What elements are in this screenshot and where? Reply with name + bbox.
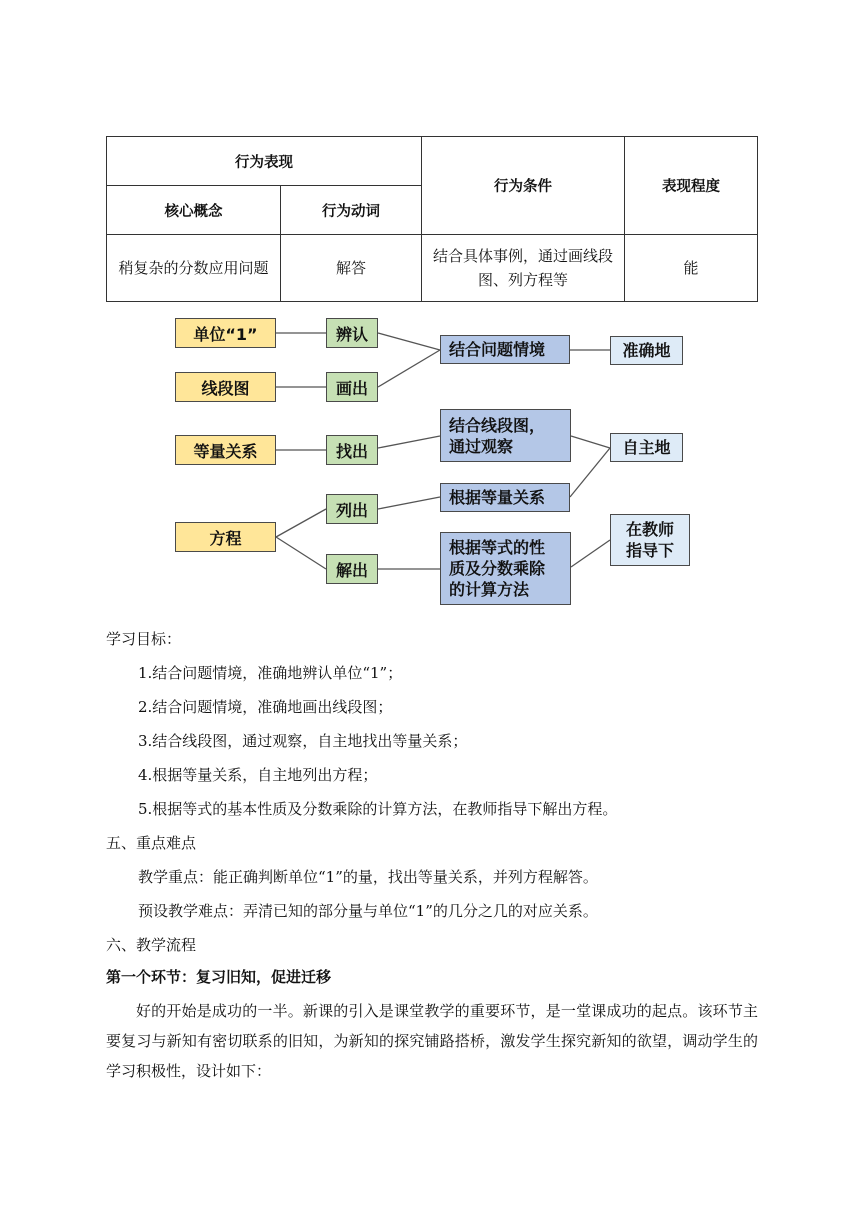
header-condition: 行为条件 <box>422 137 625 235</box>
concept-equal-relation: 等量关系 <box>175 435 276 465</box>
section-heading: 六、教学流程 <box>106 936 197 954</box>
connector-line <box>378 350 440 387</box>
condition-equation-properties: 根据等式的性 质及分数乘除 的计算方法 <box>440 532 571 605</box>
header-verb: 行为动词 <box>281 186 422 235</box>
header-degree: 表现程度 <box>625 137 758 235</box>
connector-line <box>378 436 440 448</box>
condition-line-observe: 结合线段图， 通过观察 <box>440 409 571 462</box>
condition-equal-relation: 根据等量关系 <box>440 483 570 512</box>
verb-solve: 解出 <box>326 554 378 584</box>
cell-degree: 能 <box>625 235 758 302</box>
cell-core: 稍复杂的分数应用问题 <box>107 235 281 302</box>
goal-item: 3.结合线段图，通过观察，自主地找出等量关系； <box>138 732 468 750</box>
connector-line <box>571 540 610 567</box>
section-heading: 五、重点难点 <box>106 834 197 852</box>
goal-item: 4.根据等量关系，自主地列出方程； <box>138 766 378 784</box>
connector-line <box>378 333 440 350</box>
degree-accurately: 准确地 <box>610 336 683 365</box>
goal-item: 2.结合问题情境，准确地画出线段图； <box>138 698 393 716</box>
verb-find: 找出 <box>326 435 378 465</box>
concept-line-segment: 线段图 <box>175 372 276 402</box>
cell-condition: 结合具体事例，通过画线段图、列方程等 <box>422 235 625 302</box>
goal-item: 5.根据等式的基本性质及分数乘除的计算方法，在教师指导下解出方程。 <box>138 800 618 818</box>
objective-table <box>106 136 758 302</box>
header-behavior: 行为表现 <box>107 137 422 186</box>
degree-with-teacher: 在教师 指导下 <box>610 514 690 566</box>
stage-title: 第一个环节：复习旧知，促进迁移 <box>106 968 332 986</box>
stage-paragraph: 好的开始是成功的一半。新课的引入是课堂教学的重要环节，是一堂课成功的起点。该环节主要复习与新知有密切联系的旧知，为新知的探究铺路搭桥，激发学生探究新知的欲望，调动学生的学习积极性，设计如下： <box>106 1002 758 1080</box>
verb-list: 列出 <box>326 494 378 524</box>
verb-draw: 画出 <box>326 372 378 402</box>
teaching-key-point: 教学重点：能正确判断单位“1”的量，找出等量关系，并列方程解答。 <box>138 868 598 886</box>
concept-equation: 方程 <box>175 522 276 552</box>
cell-verb: 解答 <box>281 235 422 302</box>
teaching-difficulty: 预设教学难点：弄清已知的部分量与单位“1”的几分之几的对应关系。 <box>138 902 598 920</box>
header-core-concept: 核心概念 <box>107 186 281 235</box>
connector-line <box>276 537 326 569</box>
connector-line <box>570 448 610 497</box>
goal-item: 1.结合问题情境，准确地辨认单位“1”； <box>138 664 403 682</box>
verb-identify: 辨认 <box>326 318 378 348</box>
condition-problem-context: 结合问题情境 <box>440 335 570 364</box>
goals-heading: 学习目标： <box>106 630 182 648</box>
connector-line <box>378 497 440 509</box>
connector-line <box>276 509 326 537</box>
concept-unit-one: 单位“1” <box>175 318 276 348</box>
degree-independently: 自主地 <box>610 433 683 462</box>
connector-line <box>571 436 610 448</box>
